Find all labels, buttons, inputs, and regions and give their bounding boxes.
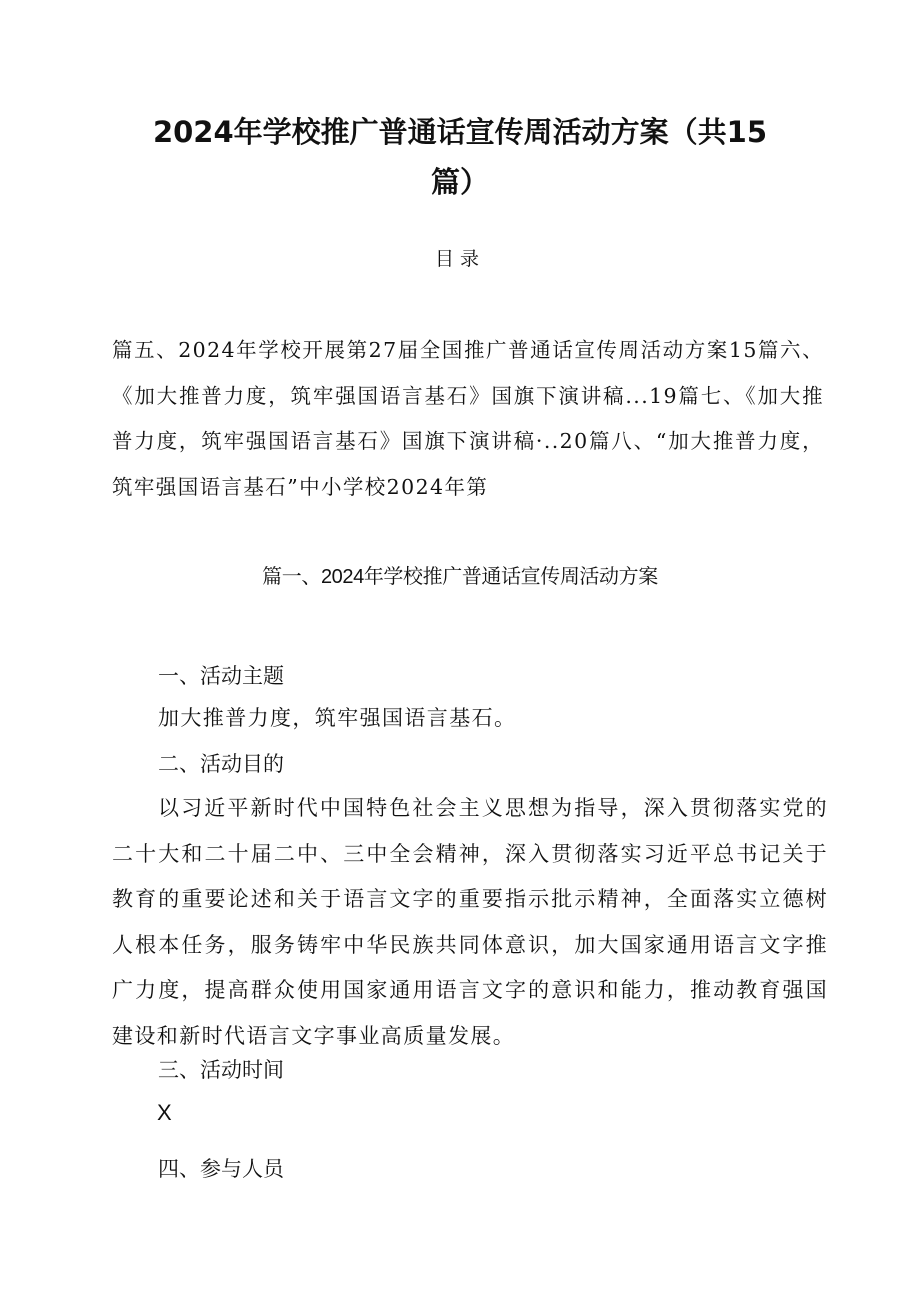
- document-title-line-1: 2024年学校推广普通话宣传周活动方案（共15: [152, 115, 768, 149]
- toc-text: 篇五、2024年学校开展第27届全国推广普通话宣传周活动方案15篇六、《加大推普力度，筑牢强国语言基石》国旗下演讲稿...19篇七、《加大推普力度，筑牢强国语言基石》国旗下演讲稿·..20篇八、“加大推普力度，筑牢强国语言基石”中小学校2024年第: [112, 338, 824, 499]
- document-title-line-2: 篇）: [430, 165, 489, 199]
- section-title: 篇一、2024年学校推广普通话宣传周活动方案: [262, 566, 658, 588]
- goal-text: 以习近平新时代中国特色社会主义思想为指导，深入贯彻落实党的二十大和二十届二中、三中全会精神，深入贯彻落实习近平总书记关于教育的重要论述和关于语言文字的重要指示批示精神，全面落实立德树人根本任务，服务铸牢中华民族共同体意识，加大国家通用语言文字推广力度，提高群众使用国家通用语言文字的意识和能力，推动教育强国建设和新时代语言文字事业高质量发展。: [112, 796, 828, 1048]
- time-text: X: [157, 1100, 172, 1125]
- theme-heading: 一、活动主题: [158, 665, 284, 688]
- theme-text: 加大推普力度，筑牢强国语言基石。: [158, 706, 517, 730]
- goal-heading: 二、活动目的: [158, 753, 284, 776]
- time-heading: 三、活动时间: [158, 1059, 284, 1082]
- toc-heading: 目录: [434, 248, 485, 270]
- people-heading: 四、参与人员: [158, 1158, 284, 1181]
